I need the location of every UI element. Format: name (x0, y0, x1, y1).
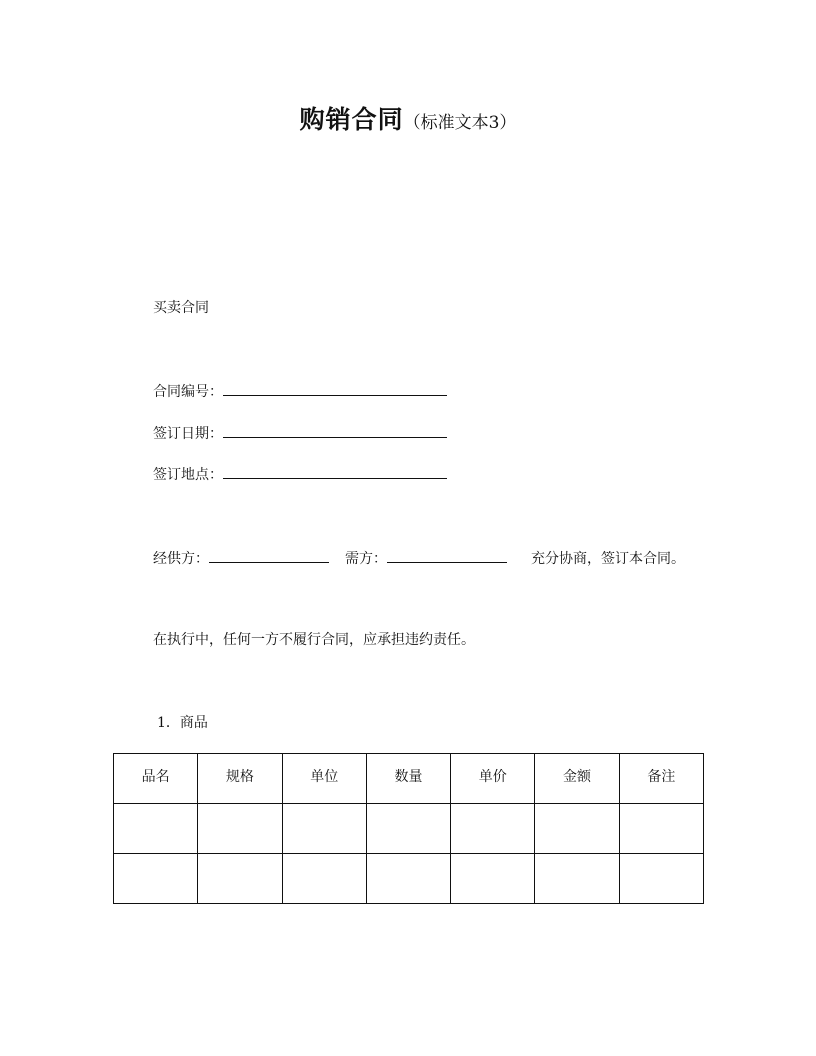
table-cell (619, 804, 703, 854)
sign-date-label: 签订日期： (153, 426, 223, 442)
section-goods-heading: 1．商品 (157, 715, 208, 731)
table-cell (282, 854, 366, 904)
header-cell-unit-price: 单价 (451, 754, 535, 804)
title-subtitle: （标准文本3） (403, 113, 517, 133)
contract-number-label: 合同编号： (153, 384, 223, 400)
table-cell (282, 804, 366, 854)
header-cell-amount: 金额 (535, 754, 619, 804)
contract-number-row (153, 381, 447, 402)
document-title (0, 100, 816, 136)
header-cell-unit: 单位 (282, 754, 366, 804)
parties-tail: 充分协商，签订本合同。 (531, 551, 685, 567)
table-cell (535, 804, 619, 854)
header-cell-spec: 规格 (198, 754, 282, 804)
table-row (114, 804, 704, 854)
table-cell (366, 804, 450, 854)
table-cell (366, 854, 450, 904)
header-cell-name: 品名 (114, 754, 198, 804)
table-cell (114, 804, 198, 854)
table-cell (535, 854, 619, 904)
header-cell-quantity: 数量 (366, 754, 450, 804)
sign-date-blank (223, 423, 447, 438)
sign-place-blank (223, 464, 447, 479)
table-cell (114, 854, 198, 904)
sign-date-row (153, 423, 447, 444)
table-cell (451, 804, 535, 854)
supplier-label: 经供方： (153, 551, 209, 567)
table-row (114, 854, 704, 904)
table-cell (198, 804, 282, 854)
table-cell (451, 854, 535, 904)
contract-number-blank (223, 381, 447, 396)
table-cell (619, 854, 703, 904)
title-main: 购销合同 (299, 105, 404, 134)
goods-table (113, 753, 704, 904)
supplier-blank (209, 548, 329, 563)
breach-clause: 在执行中，任何一方不履行合同，应承担违约责任。 (153, 632, 475, 648)
sign-place-label: 签订地点： (153, 467, 223, 483)
table-cell (198, 854, 282, 904)
contract-heading: 买卖合同 (153, 300, 209, 316)
buyer-label: 需方： (345, 551, 387, 567)
parties-row (153, 548, 685, 569)
table-header-row (114, 754, 704, 804)
sign-place-row (153, 464, 447, 485)
buyer-blank (387, 548, 507, 563)
header-cell-remarks: 备注 (619, 754, 703, 804)
